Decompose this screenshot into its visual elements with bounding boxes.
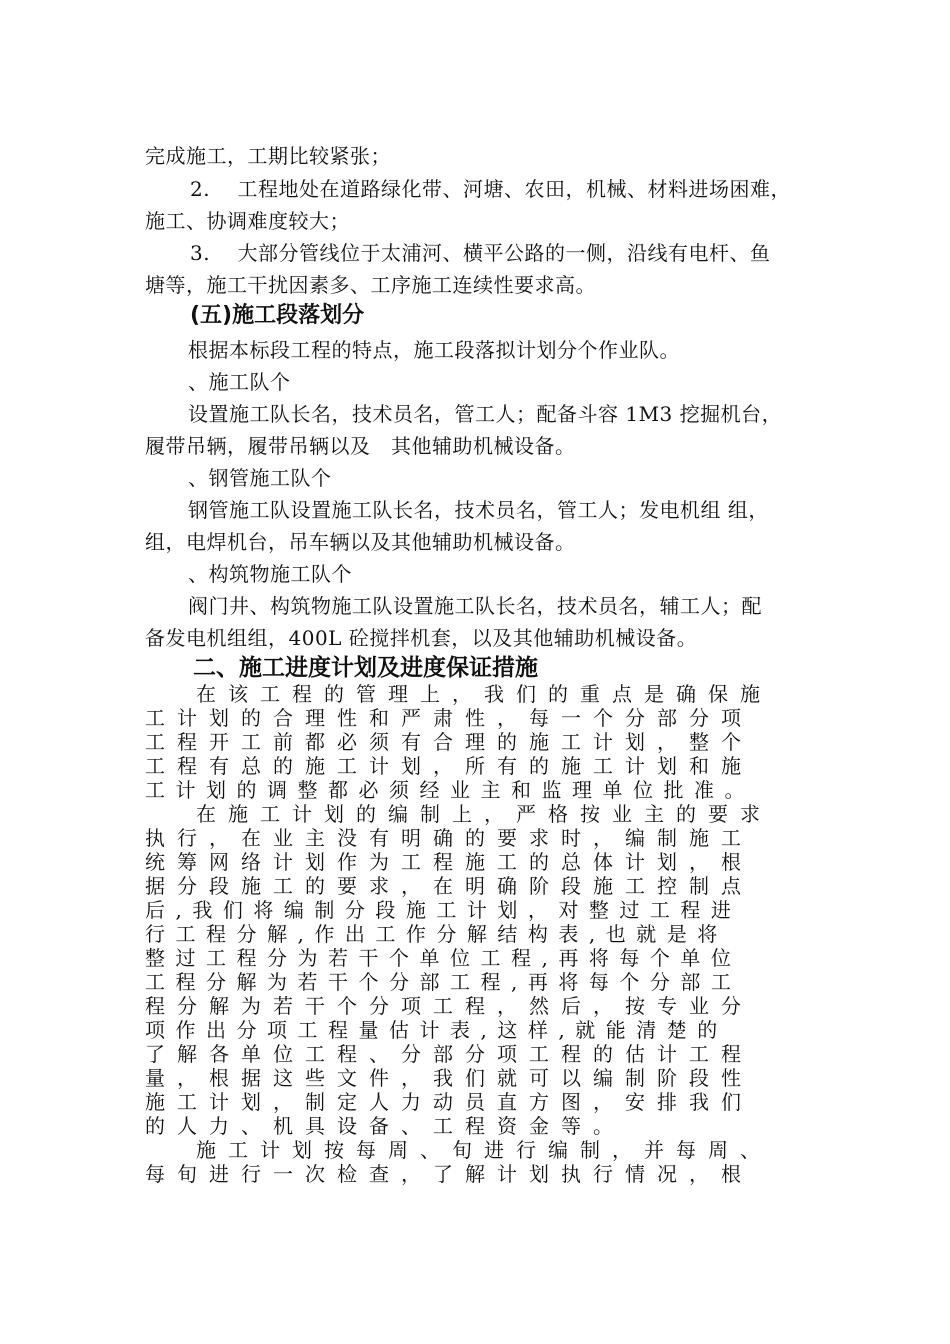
text-line: 、施工队个 xyxy=(188,370,291,394)
text-line: 2. 工程地处在道路绿化带、河塘、农田，机械、材料进场困难， xyxy=(190,177,791,201)
text-line: 设置施工队长名，技术员名，管工人；配备斗容 1M3 挖掘机台， xyxy=(188,402,783,426)
text-line: 塘等，施工干扰因素多、工序施工连续性要求高。 xyxy=(145,273,596,297)
text-line: 每旬进行一次检查，了解计划执行情况，根 xyxy=(145,1162,753,1186)
text-line: 统筹网络计划作为工程施工的总体计划，根 xyxy=(145,850,753,874)
text-line: 施工计划按每周、旬进行编制，并每周、 xyxy=(196,1138,772,1162)
text-line: 工程开工前都必须有合理的施工计划，整个 xyxy=(145,730,753,754)
text-line: 履带吊辆，履带吊辆以及 其他辅助机械设备。 xyxy=(145,434,576,458)
text-line: 整过工程分为若干个单位工程,再将每个单位 xyxy=(145,946,742,970)
text-line: 工计划的调整都必须经业主和监理单位批准。 xyxy=(145,778,755,802)
text-line: 完成施工，工期比较紧张； xyxy=(145,144,391,168)
text-line: 备发电机组组，400L 砼搅拌机套，以及其他辅助机械设备。 xyxy=(145,626,698,650)
text-line: 组，电焊机台，吊车辆以及其他辅助机械设备。 xyxy=(145,530,576,554)
text-line: 行工程分解,作出工作分解结构表,也就是将 xyxy=(145,922,728,946)
text-line: 程分解为若干个分项工程，然后，按专业分 xyxy=(145,994,753,1018)
text-line: 、构筑物施工队个 xyxy=(188,562,352,586)
text-line: 执行，在业主没有明确的要求时，编制施工 xyxy=(145,826,753,850)
text-line: 根据本标段工程的特点，施工段落拟计划分个作业队。 xyxy=(188,338,680,362)
text-line: 在施工计划的编制上，严格按业主的要求 xyxy=(196,802,772,826)
text-line: 工程分解为若干个分部工程,再将每个分部工 xyxy=(145,970,742,994)
text-line: 工程有总的施工计划，所有的施工计划和施 xyxy=(145,754,753,778)
text-line: 在该工程的管理上，我们的重点是确保施 xyxy=(196,682,772,706)
text-line: 的人力、机具设备、工程资金等。 xyxy=(145,1114,625,1138)
text-line: 3. 大部分管线位于太浦河、横平公路的一侧，沿线有电杆、鱼 xyxy=(190,241,771,265)
text-line: 施工计划，制定人力动员直方图，安排我们 xyxy=(145,1090,753,1114)
text-line: 项作出分项工程量估计表,这样,就能清楚的 xyxy=(145,1018,728,1042)
text-line: 阀门井、构筑物施工队设置施工队长名，技术员名，辅工人；配 xyxy=(188,594,762,618)
text-line: 后,我们将编制分段施工计划，对整过工程进 xyxy=(145,898,742,922)
section-heading: (五)施工段落划分 xyxy=(190,303,365,328)
section-heading: 二、施工进度计划及进度保证措施 xyxy=(193,655,538,681)
text-line: 了解各单位工程、分部分项工程的估计工程 xyxy=(145,1042,753,1066)
text-line: 钢管施工队设置施工队长名，技术员名，管工人；发电机组 组， xyxy=(188,498,769,522)
text-line: 工计划的合理性和严肃性，每一个分部分项 xyxy=(145,706,753,730)
text-line: 、钢管施工队个 xyxy=(188,466,332,490)
text-line: 据分段施工的要求，在明确阶段施工控制点 xyxy=(145,874,753,898)
text-line: 施工、协调难度较大； xyxy=(145,209,350,233)
text-line: 量，根据这些文件，我们就可以编制阶段性 xyxy=(145,1066,753,1090)
